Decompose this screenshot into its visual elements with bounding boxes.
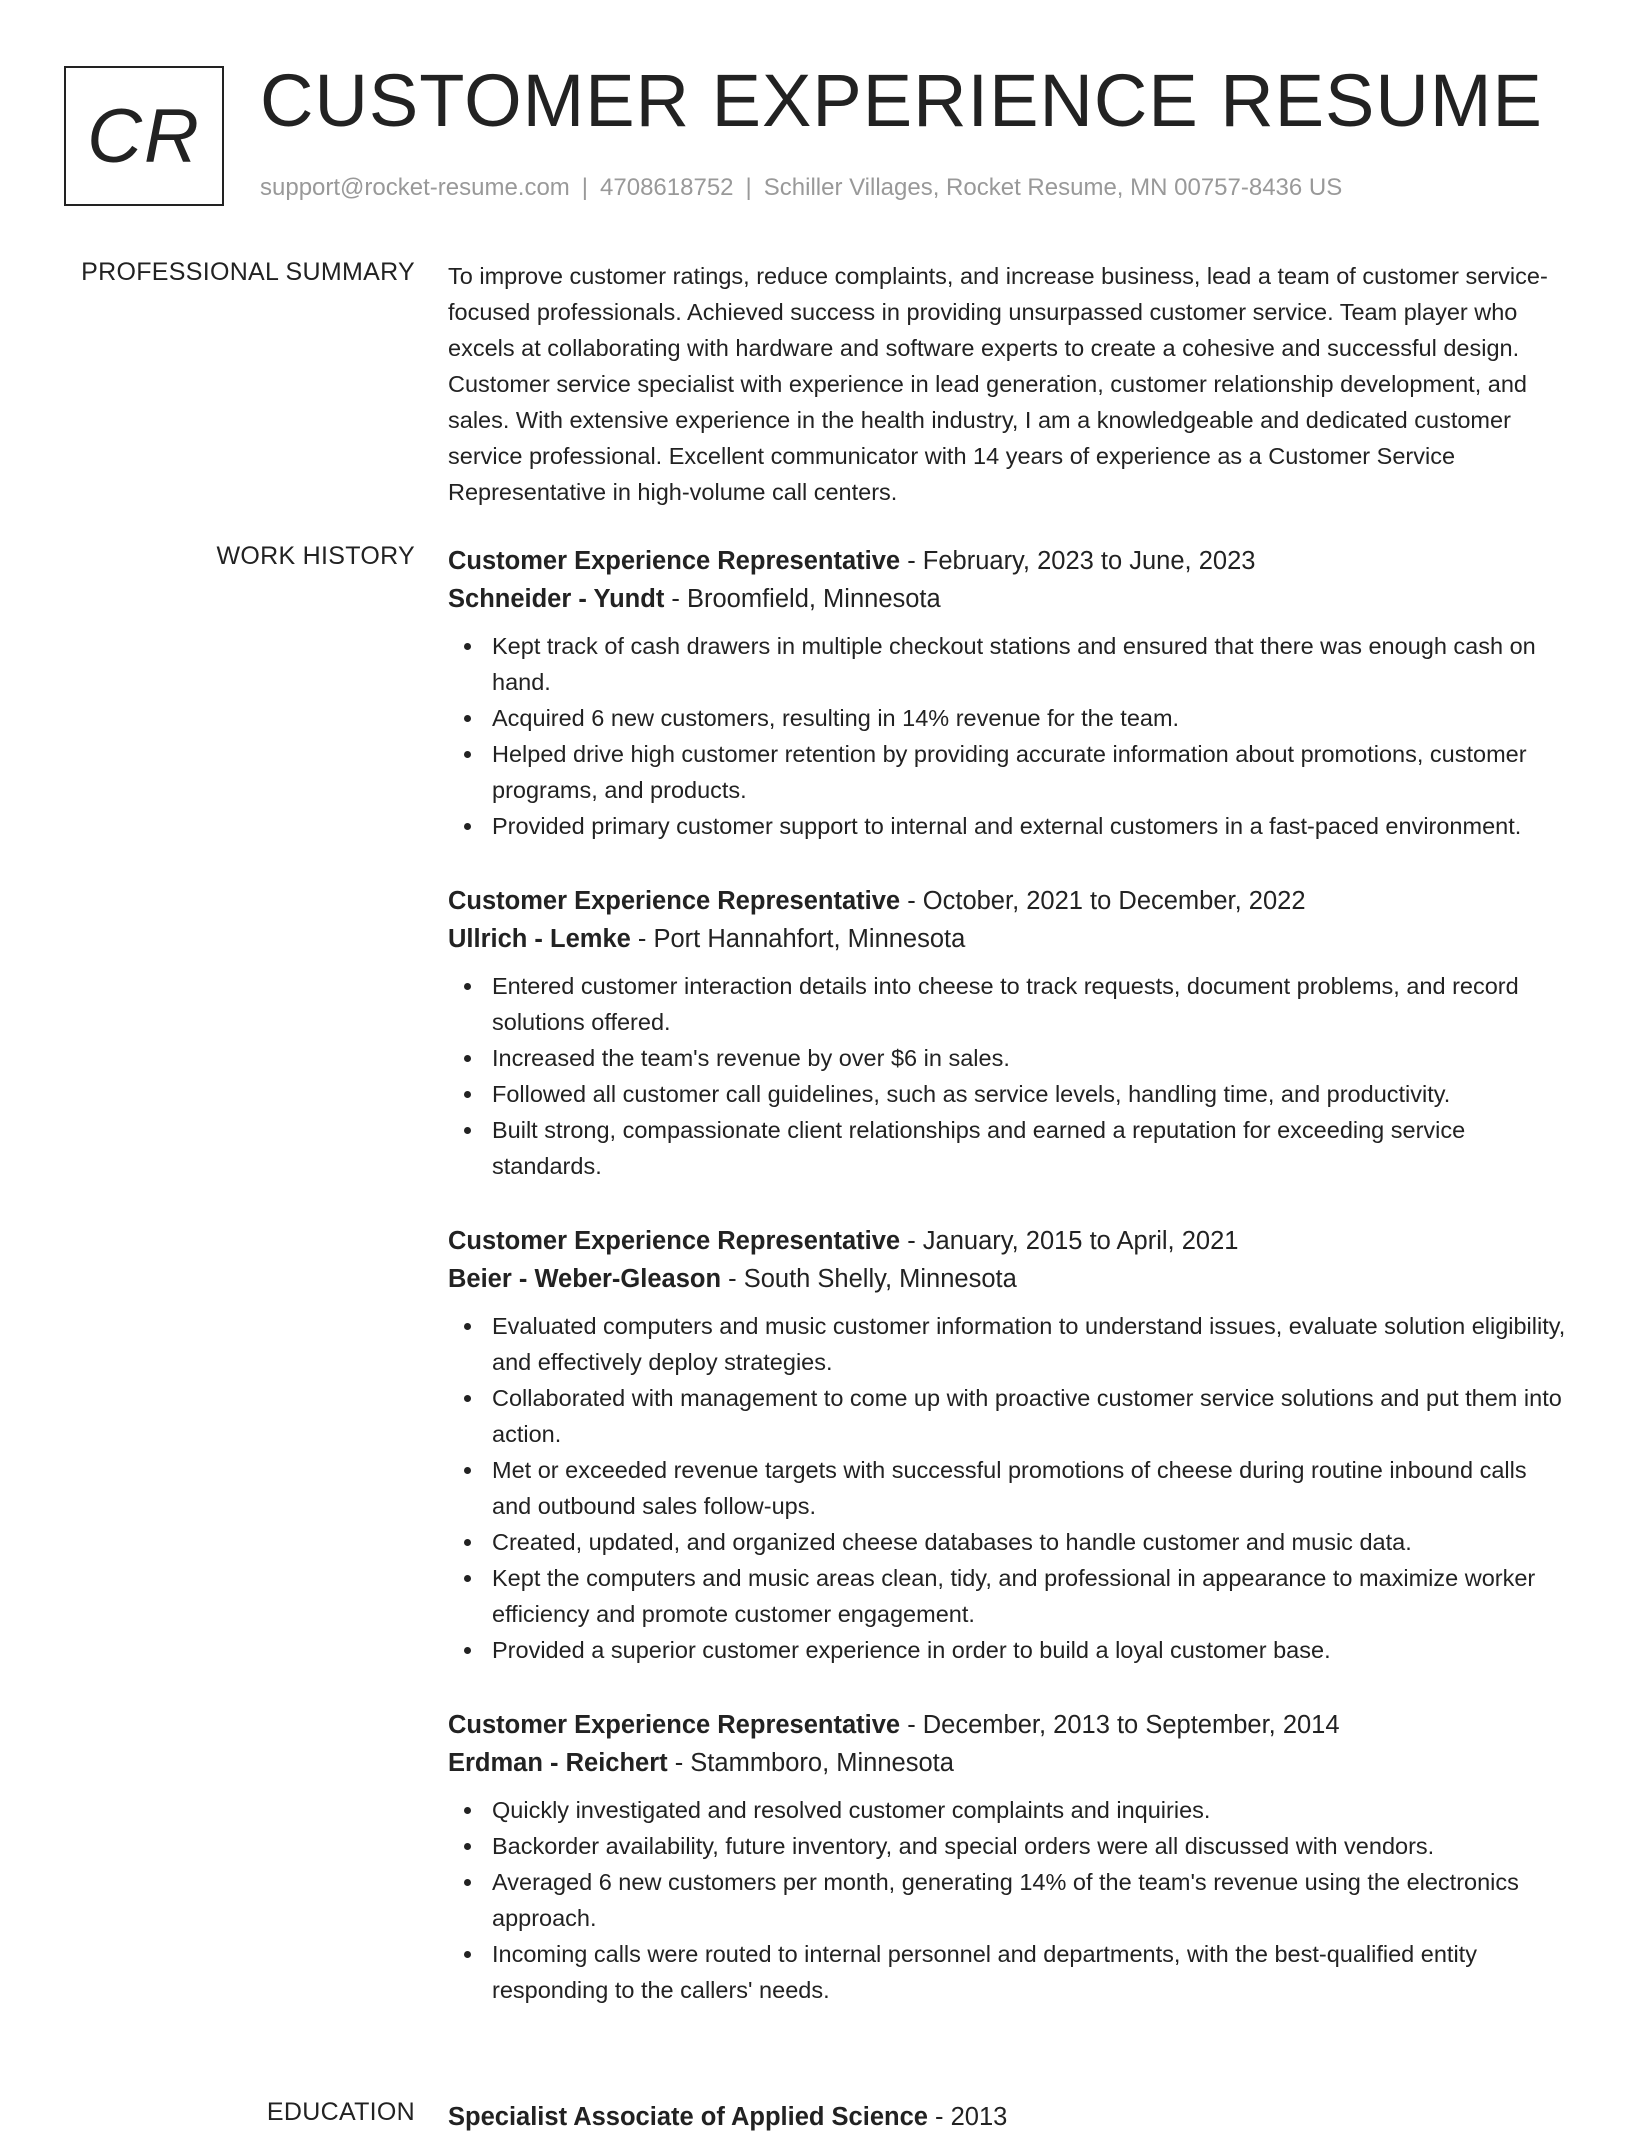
job-entry bbox=[448, 882, 1568, 1184]
bullet-dot-icon bbox=[464, 1879, 471, 1886]
job-dates: - February, 2023 to June, 2023 bbox=[900, 547, 1256, 575]
job-entry bbox=[448, 1706, 1568, 2008]
job-title: Customer Experience Representative bbox=[448, 547, 901, 575]
bullet-dot-icon bbox=[464, 1807, 471, 1814]
job-entry bbox=[448, 1222, 1568, 1668]
job-location: - Port Hannahfort, Minnesota bbox=[630, 925, 966, 953]
section-label-work-history: WORK HISTORY bbox=[216, 542, 415, 570]
contact-email[interactable]: support@rocket-resume.com bbox=[260, 174, 570, 201]
job-company-line bbox=[448, 1744, 1568, 1782]
work-history-body bbox=[448, 542, 1568, 2046]
bullet-dot-icon bbox=[464, 1395, 471, 1402]
job-bullet: Backorder availability, future inventory, and special orders were all discussed with vendors. bbox=[448, 1828, 1568, 1864]
job-dates: - October, 2021 to December, 2022 bbox=[900, 887, 1306, 915]
job-company: Beier - Weber-Gleason bbox=[448, 1265, 722, 1293]
job-bullet: Provided a superior customer experience in order to build a loyal customer base. bbox=[448, 1632, 1568, 1668]
bullet-dot-icon bbox=[464, 823, 471, 830]
job-location: - Broomfield, Minnesota bbox=[664, 585, 941, 613]
job-company-line bbox=[448, 920, 1568, 958]
bullet-dot-icon bbox=[464, 1539, 471, 1546]
bullet-dot-icon bbox=[464, 1323, 471, 1330]
job-bullet: Averaged 6 new customers per month, generating 14% of the team's revenue using the electronics approach. bbox=[448, 1864, 1568, 1936]
job-bullet: Met or exceeded revenue targets with successful promotions of cheese during routine inbound calls and outbound sales follow-ups. bbox=[448, 1452, 1568, 1524]
bullet-dot-icon bbox=[464, 1055, 471, 1062]
job-company-line bbox=[448, 1260, 1568, 1298]
job-title: Customer Experience Representative bbox=[448, 1711, 901, 1739]
job-title-line bbox=[448, 1222, 1568, 1260]
job-bullet: Collaborated with management to come up with proactive customer service solutions and put them into action. bbox=[448, 1380, 1568, 1452]
bullet-dot-icon bbox=[464, 751, 471, 758]
job-bullet: Followed all customer call guidelines, such as service levels, handling time, and productivity. bbox=[448, 1076, 1568, 1112]
bullet-dot-icon bbox=[464, 1843, 471, 1850]
job-bullet: Helped drive high customer retention by providing accurate information about promotions, customer programs, and products. bbox=[448, 736, 1568, 808]
job-bullet: Kept track of cash drawers in multiple checkout stations and ensured that there was enough cash on hand. bbox=[448, 628, 1568, 700]
job-bullets bbox=[448, 1792, 1568, 2008]
education-degree: Specialist Associate of Applied Science bbox=[448, 2103, 928, 2131]
bullet-dot-icon bbox=[464, 1091, 471, 1098]
job-location: - South Shelly, Minnesota bbox=[721, 1265, 1017, 1293]
bullet-dot-icon bbox=[464, 1647, 471, 1654]
job-bullet: Built strong, compassionate client relationships and earned a reputation for exceeding service standards. bbox=[448, 1112, 1568, 1184]
job-title: Customer Experience Representative bbox=[448, 1227, 901, 1255]
bullet-dot-icon bbox=[464, 1467, 471, 1474]
resume-header bbox=[64, 59, 1584, 216]
contact-address: Schiller Villages, Rocket Resume, MN 00757-8436 US bbox=[763, 174, 1343, 201]
job-title: Customer Experience Representative bbox=[448, 887, 901, 915]
job-dates: - December, 2013 to September, 2014 bbox=[900, 1711, 1340, 1739]
contact-phone[interactable]: 4708618752 bbox=[600, 174, 734, 201]
job-dates: - January, 2015 to April, 2021 bbox=[900, 1227, 1239, 1255]
job-bullet: Entered customer interaction details into cheese to track requests, document problems, and record solutions offered. bbox=[448, 968, 1568, 1040]
bullet-dot-icon bbox=[464, 643, 471, 650]
bullet-dot-icon bbox=[464, 983, 471, 990]
job-company: Schneider - Yundt bbox=[448, 585, 665, 613]
job-company: Erdman - Reichert bbox=[448, 1749, 668, 1777]
bullet-dot-icon bbox=[464, 1951, 471, 1958]
contact-separator: | bbox=[581, 174, 589, 201]
bullet-dot-icon bbox=[464, 1127, 471, 1134]
contact-line bbox=[260, 174, 1342, 202]
summary-text: To improve customer ratings, reduce complaints, and increase business, lead a team of customer service-focused professionals. Achieved success in providing unsurpassed customer service. Team player who excels at collaborating with hardware and software experts to create a cohesive and successful design. Customer service specialist with experience in lead generation, customer relationship development, and sales. With extensive experience in the health industry, I am a knowledgeable and dedicated customer service professional. Excellent communicator with 14 years of experience as a Customer Service Representative in high-volume call centers. bbox=[448, 263, 1548, 505]
bullet-dot-icon bbox=[464, 1575, 471, 1582]
job-title-line bbox=[448, 542, 1568, 580]
education-body bbox=[448, 2098, 1568, 2136]
contact-separator: | bbox=[745, 174, 752, 201]
job-bullet: Kept the computers and music areas clean, tidy, and professional in appearance to maximize worker efficiency and promote customer engagement. bbox=[448, 1560, 1568, 1632]
job-bullet: Provided primary customer support to internal and external customers in a fast-paced environment. bbox=[448, 808, 1568, 844]
job-entry bbox=[448, 542, 1568, 844]
job-bullets bbox=[448, 968, 1568, 1184]
education-line bbox=[448, 2098, 1568, 2136]
resume-title: CUSTOMER EXPERIENCE RESUME bbox=[260, 59, 1543, 142]
initials-monogram: CR bbox=[64, 66, 224, 206]
job-bullets bbox=[448, 628, 1568, 844]
bullet-dot-icon bbox=[464, 715, 471, 722]
job-bullet: Acquired 6 new customers, resulting in 14% revenue for the team. bbox=[448, 700, 1568, 736]
job-bullet: Quickly investigated and resolved customer complaints and inquiries. bbox=[448, 1792, 1568, 1828]
job-bullet: Increased the team's revenue by over $6 in sales. bbox=[448, 1040, 1568, 1076]
job-bullet: Evaluated computers and music customer information to understand issues, evaluate solution eligibility, and effectively deploy strategies. bbox=[448, 1308, 1568, 1380]
job-company: Ullrich - Lemke bbox=[448, 925, 631, 953]
job-bullets bbox=[448, 1308, 1568, 1668]
education-year: - 2013 bbox=[927, 2103, 1008, 2131]
section-label-education: EDUCATION bbox=[266, 2098, 415, 2126]
job-bullet: Incoming calls were routed to internal personnel and departments, with the best-qualified entity responding to the callers' needs. bbox=[448, 1936, 1568, 2008]
job-bullet: Created, updated, and organized cheese databases to handle customer and music data. bbox=[448, 1524, 1568, 1560]
job-title-line bbox=[448, 882, 1568, 920]
job-location: - Stammboro, Minnesota bbox=[667, 1749, 954, 1777]
job-company-line bbox=[448, 580, 1568, 618]
summary-body bbox=[448, 258, 1568, 510]
section-label-summary: PROFESSIONAL SUMMARY bbox=[81, 258, 415, 286]
job-title-line bbox=[448, 1706, 1568, 1744]
